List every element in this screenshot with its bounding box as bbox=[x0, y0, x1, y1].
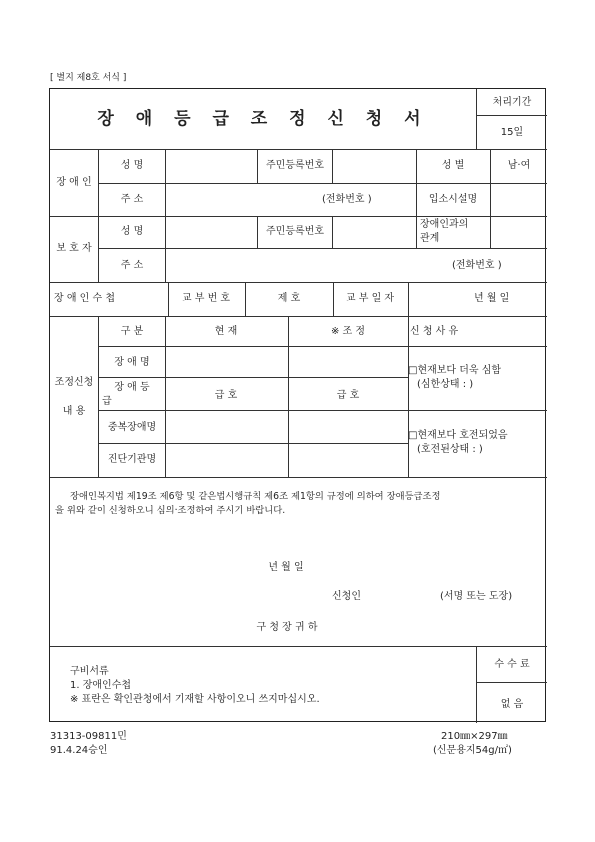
gd-name-label: 성 명 bbox=[120, 226, 144, 237]
processing-period-value: 15일 bbox=[500, 127, 524, 138]
gd-rrn-label: 주민등록번호 bbox=[266, 226, 324, 237]
rule-handbook-bottom bbox=[50, 316, 547, 317]
rule-adj-section-col bbox=[98, 316, 99, 477]
adj-reason-2-line1[interactable]: □현재보다 호전되었음 bbox=[408, 430, 508, 441]
dp-rrn-label: 주민등록번호 bbox=[266, 160, 324, 171]
adj-reason-1-line2: (심한상태 : ) bbox=[417, 379, 474, 390]
dp-name-label: 성 명 bbox=[120, 160, 144, 171]
dp-sex-value[interactable]: 남·여 bbox=[507, 160, 531, 171]
dp-rrn-field[interactable] bbox=[333, 150, 415, 182]
rule-declaration-bottom bbox=[50, 646, 547, 647]
declaration-line-1: 장애인복지법 제19조 제6항 및 같은법시행규칙 제6조 제1항의 규정에 의하여 장애등급조정 bbox=[70, 491, 441, 502]
form-number: [ 별지 제8호 서식 ] bbox=[50, 73, 127, 83]
rule-adj-label-col bbox=[165, 316, 166, 477]
rule-title-bottom bbox=[50, 149, 547, 150]
section-disabled-person: 장 애 인 bbox=[56, 177, 92, 188]
rule-hb-2 bbox=[245, 282, 246, 316]
rule-fee-left bbox=[476, 646, 477, 723]
adj-row-disability-name: 장 애 명 bbox=[114, 357, 150, 368]
rule-adj-bottom bbox=[50, 477, 547, 478]
rule-adj-reason-col bbox=[408, 316, 409, 477]
footer-paper: (신문용지54g/㎡) bbox=[433, 745, 512, 756]
rule-hb-4 bbox=[408, 282, 409, 316]
handbook-issue-date-value[interactable]: 년 월 일 bbox=[474, 293, 510, 304]
adj-col-reason: 신 청 사 유 bbox=[410, 326, 459, 337]
rule-sex-left bbox=[416, 149, 417, 216]
adj-reason-2-line2: (호전된상태 : ) bbox=[417, 444, 483, 455]
handbook-issue-date-label: 교 부 일 자 bbox=[345, 293, 395, 304]
rule-gd-rrn-right bbox=[332, 216, 333, 248]
declaration-line-2: 을 위와 같이 신청하오니 심의·조정하여 주시기 바랍니다. bbox=[55, 505, 286, 516]
dp-address-label: 주 소 bbox=[120, 194, 144, 205]
rule-sex-right bbox=[490, 149, 491, 216]
adj-col-type: 구 분 bbox=[120, 326, 144, 337]
adj-grade-current[interactable]: 급 호 bbox=[214, 390, 238, 401]
gd-relation-label-1: 장애인과의 bbox=[420, 219, 469, 230]
addressee: 구 청 장 귀 하 bbox=[256, 622, 318, 633]
rule-gd-rrn-left bbox=[257, 216, 258, 248]
fee-value: 없 음 bbox=[500, 699, 524, 710]
rule-gd-rel-right bbox=[490, 216, 491, 248]
rule-section-col bbox=[98, 149, 99, 282]
rule-hb-1 bbox=[168, 282, 169, 316]
adj-col-adjusted: ※ 조 정 bbox=[330, 326, 366, 337]
applicant-label: 신청인 bbox=[332, 591, 361, 602]
adj-reason-1-line1[interactable]: □현재보다 더욱 심함 bbox=[408, 365, 502, 376]
handbook-issue-no-value[interactable]: 제 호 bbox=[277, 293, 301, 304]
adj-section-1: 조정신청 bbox=[54, 377, 94, 388]
adj-col-current: 현 재 bbox=[214, 326, 238, 337]
handbook-issue-no-label: 교 부 번 호 bbox=[181, 293, 231, 304]
docs-item-1: 1. 장애인수첩 bbox=[70, 680, 132, 691]
adj-row-diagnosis: 진단기관명 bbox=[107, 454, 157, 465]
docs-title: 구비서류 bbox=[70, 666, 109, 677]
dp-name-field[interactable] bbox=[166, 150, 256, 182]
processing-period-label: 처리기간 bbox=[492, 97, 532, 108]
rule-processing-mid bbox=[476, 115, 547, 116]
docs-note: ※ 표란은 확인관청에서 기재할 사항이오니 쓰지마십시오. bbox=[70, 694, 320, 705]
dp-sex-label: 성 별 bbox=[441, 160, 465, 171]
declaration-date[interactable]: 년 월 일 bbox=[268, 562, 304, 573]
form-frame bbox=[49, 88, 546, 722]
gd-address-label: 주 소 bbox=[120, 260, 144, 271]
gd-phone-label: (전화번호 ) bbox=[452, 260, 502, 271]
rule-adj-row3 bbox=[98, 443, 408, 444]
rule-gd-bottom bbox=[50, 282, 547, 283]
adj-row-multiple: 중복장애명 bbox=[107, 422, 157, 433]
footer-size: 210㎜×297㎜ bbox=[441, 731, 508, 742]
dp-facility-label: 입소시설명 bbox=[428, 194, 478, 205]
rule-fee-mid bbox=[476, 682, 547, 683]
rule-dp-bottom bbox=[50, 216, 547, 217]
footer-approval: 91.4.24승인 bbox=[50, 745, 108, 756]
adj-section-2: 내 용 bbox=[62, 406, 86, 417]
handbook-label: 장 애 인 수 첩 bbox=[54, 293, 116, 304]
rule-adj-mid-col bbox=[288, 316, 289, 477]
rule-adj-row1 bbox=[98, 377, 408, 378]
footer-code: 31313-09811민 bbox=[50, 731, 127, 742]
gd-relation-label-2: 관계 bbox=[420, 233, 440, 244]
adj-row-grade-1: 장 애 등 bbox=[114, 382, 150, 393]
rule-title-right bbox=[476, 89, 477, 149]
rule-gd-rel-left bbox=[416, 216, 417, 248]
form-title: 장 애 등 급 조 정 신 청 서 bbox=[97, 109, 429, 129]
adj-row-grade-2: 급 bbox=[102, 396, 112, 407]
fee-label: 수 수 료 bbox=[494, 659, 530, 670]
section-guardian: 보 호 자 bbox=[56, 243, 92, 254]
adj-grade-adjusted[interactable]: 급 호 bbox=[336, 390, 360, 401]
signature-label: (서명 또는 도장) bbox=[440, 591, 513, 602]
dp-phone-label: (전화번호 ) bbox=[322, 194, 372, 205]
rule-rrn-left bbox=[257, 149, 258, 183]
rule-hb-3 bbox=[333, 282, 334, 316]
